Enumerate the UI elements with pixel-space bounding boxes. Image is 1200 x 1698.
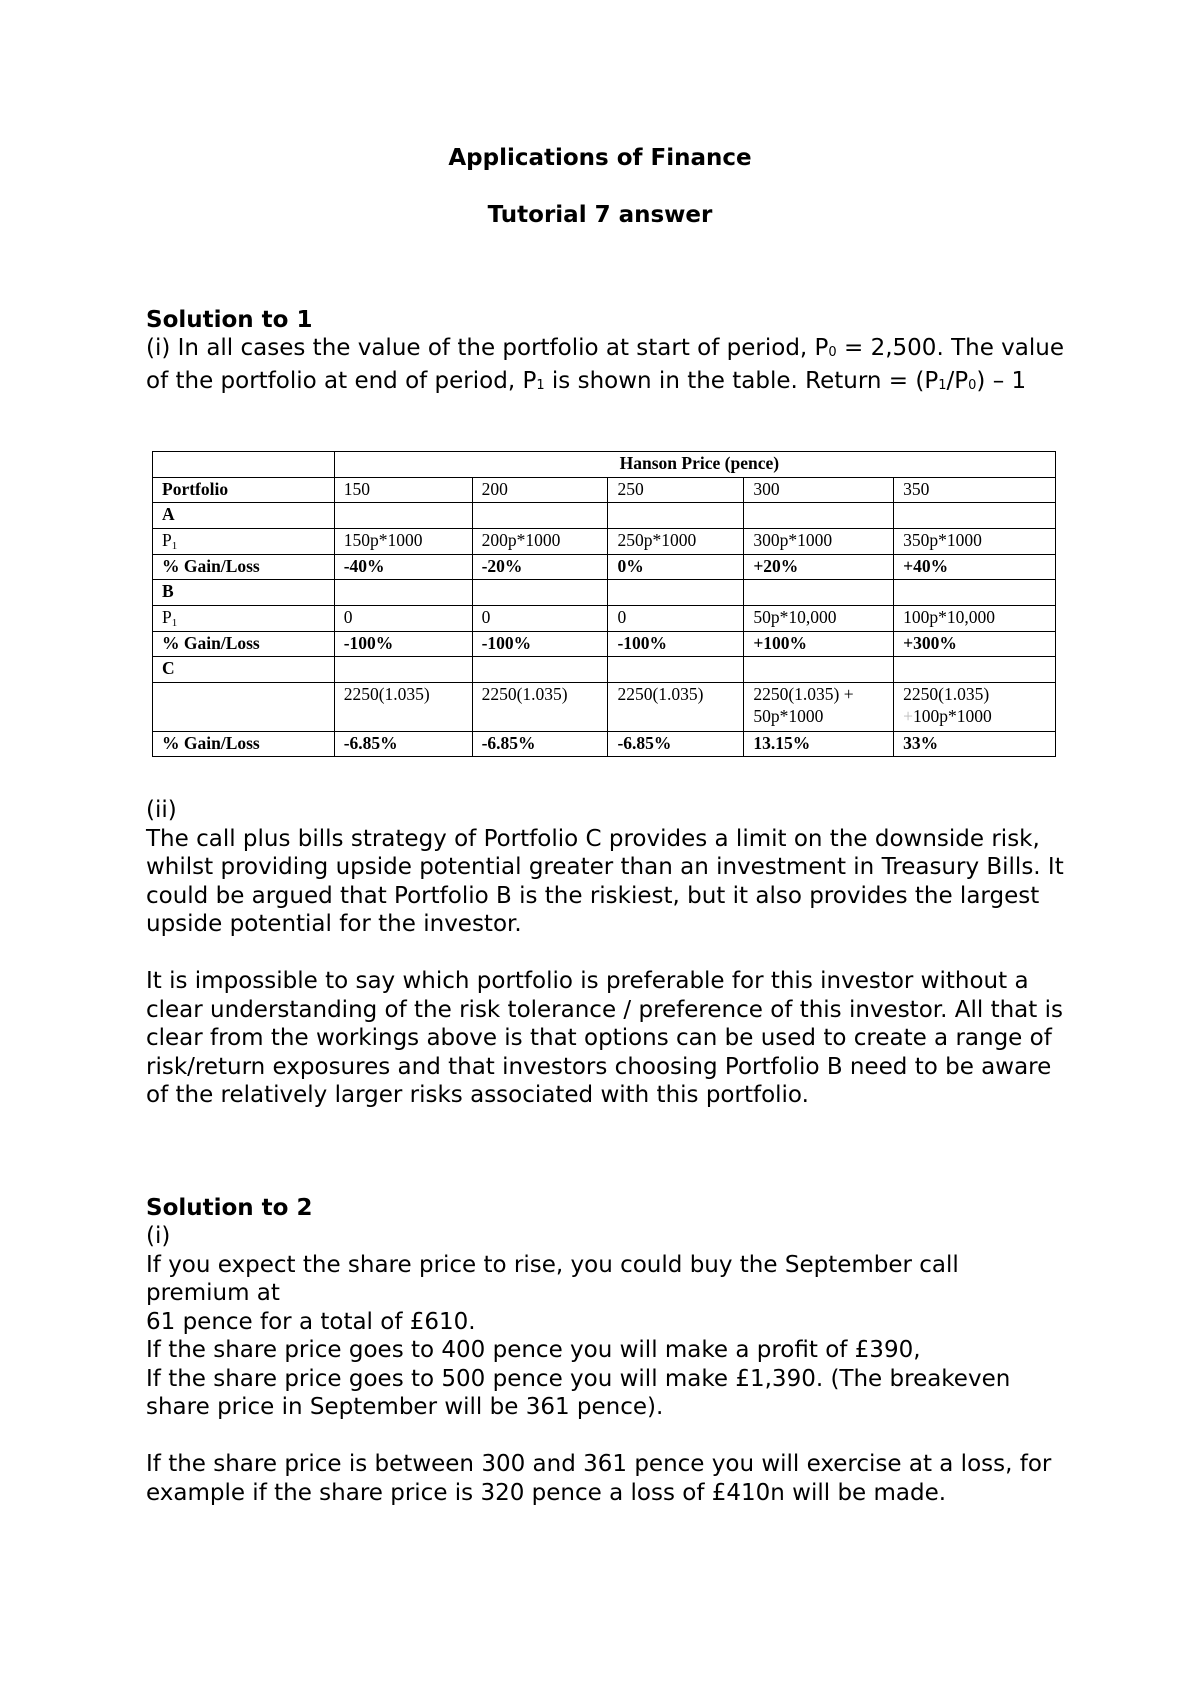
table-cell: 200 xyxy=(472,477,608,503)
paragraph-line: If the share price goes to 500 pence you will make £1,390. (The breakeven share price in September will be 361 pence). xyxy=(146,1365,1011,1420)
table-cell xyxy=(334,580,472,606)
table-cell: 0 xyxy=(608,605,744,631)
table-cell: 0 xyxy=(334,605,472,631)
paragraph-line: If you expect the share price to rise, you could buy the September call premium at xyxy=(146,1251,959,1306)
table-cell: +40% xyxy=(894,554,1056,580)
table-cell: 350 xyxy=(894,477,1056,503)
table-cell xyxy=(472,657,608,683)
table-cell xyxy=(472,580,608,606)
table-cell xyxy=(894,657,1056,683)
solution-1-part-ii xyxy=(146,796,1076,1110)
table-cell: 2250(1.035) + 50p*1000 xyxy=(744,682,894,731)
solution-1-heading: Solution to 1 xyxy=(146,307,313,333)
table-cell: 2250(1.035) xyxy=(334,682,472,731)
table-cell xyxy=(334,657,472,683)
table-cell: 13.15% xyxy=(744,731,894,757)
table-cell: 250 xyxy=(608,477,744,503)
table-cell: +300% xyxy=(894,631,1056,657)
table-row-label: C xyxy=(153,657,335,683)
part-label: (i) xyxy=(146,1223,171,1249)
table-column-header: Portfolio xyxy=(153,477,335,503)
paragraph: If the share price is between 300 and 361 pence you will exercise at a loss, for example if the share price is 320 pence a loss of £410n will be made. xyxy=(146,1451,1052,1506)
table-cell xyxy=(153,452,335,478)
paragraph-line: 61 pence for a total of £610. xyxy=(146,1308,476,1335)
table-cell: 2250(1.035) +100p*1000 xyxy=(894,682,1056,731)
table-cell: 0 xyxy=(472,605,608,631)
table-group-header: Hanson Price (pence) xyxy=(334,452,1055,478)
table-cell: 150 xyxy=(334,477,472,503)
paragraph: The call plus bills strategy of Portfolio C provides a limit on the downside risk, whilst providing upside potential greater than an investment in Treasury Bills. It could be argued that Portfolio B is the riskiest, but it also provides the largest upside potential for the investor. xyxy=(146,825,1064,937)
table-cell: -100% xyxy=(472,631,608,657)
table-cell: 350p*1000 xyxy=(894,528,1056,554)
table-cell: -100% xyxy=(608,631,744,657)
solution-1-intro: (i) In all cases the value of the portfolio at start of period, $P_0 = 2,500$. The value of the portfolio at end of period, $P_1$ is shown in the table. Return = $(P_1/P_0) - 1$ xyxy=(146,335,1064,394)
table-cell: 150p*1000 xyxy=(334,528,472,554)
table-cell xyxy=(334,503,472,529)
paragraph: It is impossible to say which portfolio is preferable for this investor without a clear understanding of the risk tolerance / preference of this investor. All that is clear from the workings above is that options can be used to create a range of risk/return exposures and that investors choosing Portfolio B need to be aware of the relatively larger risks associated with this portfolio. xyxy=(146,968,1063,1108)
solution-2-heading: Solution to 2 xyxy=(146,1195,313,1221)
table-cell xyxy=(894,503,1056,529)
table-cell: +100% xyxy=(744,631,894,657)
table-row xyxy=(153,657,1056,683)
table-row xyxy=(153,477,1056,503)
table-cell: +20% xyxy=(744,554,894,580)
table-cell: 0% xyxy=(608,554,744,580)
table-row xyxy=(153,452,1056,478)
table-row-label: B xyxy=(153,580,335,606)
table-cell: 250p*1000 xyxy=(608,528,744,554)
table-cell: -6.85% xyxy=(334,731,472,757)
table-row-label: P1 xyxy=(153,605,335,631)
table-cell: -20% xyxy=(472,554,608,580)
table-row xyxy=(153,731,1056,757)
table-cell: -100% xyxy=(334,631,472,657)
table-cell xyxy=(744,580,894,606)
table-cell: 33% xyxy=(894,731,1056,757)
table-cell xyxy=(153,682,335,731)
table-cell: 50p*10,000 xyxy=(744,605,894,631)
table-cell: 200p*1000 xyxy=(472,528,608,554)
table-cell xyxy=(894,580,1056,606)
document-subtitle: Tutorial 7 answer xyxy=(487,202,713,228)
hanson-price-table xyxy=(152,451,1056,757)
table-row-label: % Gain/Loss xyxy=(153,631,335,657)
table-cell xyxy=(744,657,894,683)
solution-2-body xyxy=(146,1222,1076,1507)
table-cell: -6.85% xyxy=(608,731,744,757)
table-row xyxy=(153,605,1056,631)
table-cell xyxy=(744,503,894,529)
table-row-label: % Gain/Loss xyxy=(153,731,335,757)
table-cell: 100p*10,000 xyxy=(894,605,1056,631)
table-row xyxy=(153,580,1056,606)
table-row xyxy=(153,631,1056,657)
table-row-label: A xyxy=(153,503,335,529)
table-cell: 2250(1.035) xyxy=(608,682,744,731)
table-cell: 300 xyxy=(744,477,894,503)
table-row xyxy=(153,503,1056,529)
table-cell: 300p*1000 xyxy=(744,528,894,554)
table-cell xyxy=(608,657,744,683)
table-row-label: % Gain/Loss xyxy=(153,554,335,580)
paragraph-line: If the share price goes to 400 pence you will make a profit of £390, xyxy=(146,1337,921,1363)
table-cell: -6.85% xyxy=(472,731,608,757)
table-row xyxy=(153,528,1056,554)
document-title: Applications of Finance xyxy=(448,145,752,171)
table-row-label: P1 xyxy=(153,528,335,554)
part-label: (ii) xyxy=(146,797,177,823)
table-row xyxy=(153,554,1056,580)
table-cell: -40% xyxy=(334,554,472,580)
table-row xyxy=(153,682,1056,731)
table-cell: 2250(1.035) xyxy=(472,682,608,731)
table-cell xyxy=(608,503,744,529)
table-cell xyxy=(472,503,608,529)
table-cell xyxy=(608,580,744,606)
